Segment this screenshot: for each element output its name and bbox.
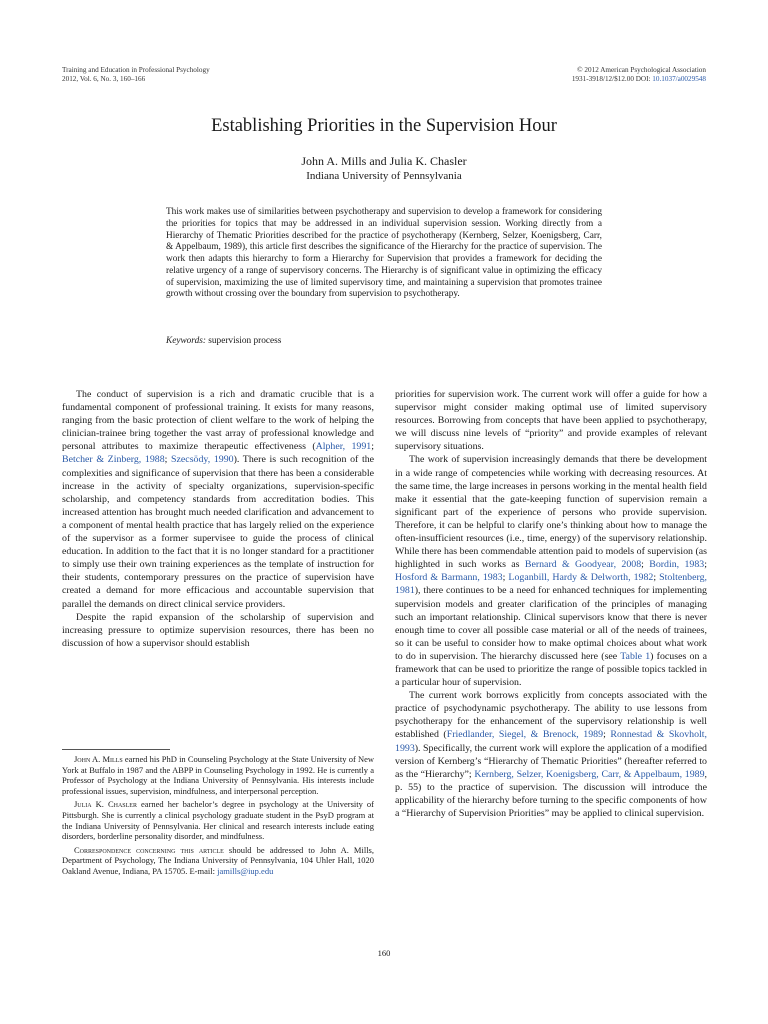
citation-separator: ; (641, 559, 650, 571)
citation-link[interactable]: Betcher & Zinberg, 1988 (62, 454, 165, 466)
paragraph-text: The conduct of supervision is a rich and dramatic crucible that is a fundamental component of professional training. It exists for many reasons, ranging from the basic protection of client welfare to the work of helping the clinician-trainee bring together the vast array of professional knowledge and personal attributes to maximize therapeutic effectiveness ( (62, 389, 374, 453)
author-line: John A. Mills and Julia K. Chasler (301, 154, 467, 168)
correspondence-label: Correspondence concerning this article (74, 844, 224, 855)
citation-link[interactable]: Alpher, 1991 (315, 441, 372, 453)
footnote-divider (62, 749, 170, 750)
paragraph-text: ) focuses on a framework that can be used to prioritize the range of possible topics tackled in a particular hour of supervision. (395, 650, 707, 689)
paragraph-text: , p. 55) to the practice of supervision. The discussion will introduce the applicability of the hierarchy before turning to the specific components of how a “Hierarchy of Supervision Priorities” may be applied to clinical supervision. (395, 768, 707, 819)
email-link[interactable]: jamills@iup.edu (217, 865, 274, 876)
citation-separator: ; (653, 572, 660, 584)
paragraph (395, 689, 707, 820)
page-number: 160 (377, 948, 391, 958)
footnote-chasler (62, 799, 374, 841)
footnote-text: earned his PhD in Counseling Psychology at the State University of New York at Buffalo in 1987 and the ABPP in Counseling Psychology in 1992. He is currently a Professor of Psychology at the Indiana University of Pennsylvania. His interests include professional issues, supervision, mindfulness, and interpersonal perception. (62, 754, 375, 796)
citation-separator: ; (371, 441, 374, 453)
paragraph-text: The current work borrows explicitly from concepts associated with the practice of psychodynamic psychotherapy. The ability to use lessons from psychotherapy for the enhancement of the supervisory relationship is well established ( (395, 690, 707, 741)
doi-link[interactable]: 10.1037/a0029548 (652, 74, 706, 83)
footnote-author-name: John A. Mills (74, 754, 123, 764)
keywords-label: Keywords: (166, 336, 206, 346)
keywords-text: supervision process (208, 336, 282, 346)
citation-link[interactable]: Bernard & Goodyear, 2008 (524, 559, 642, 571)
table-link[interactable]: Table 1 (620, 650, 651, 662)
citation-separator: ; (502, 572, 509, 584)
keywords (166, 336, 602, 346)
running-header-left (62, 66, 210, 83)
citation-link[interactable]: Szecsödy, 1990 (171, 454, 234, 466)
citation-separator: ; (603, 729, 611, 741)
running-header-right (572, 66, 706, 83)
article-title: Establishing Priorities in the Supervision Hour (211, 116, 557, 136)
footnote-mills (62, 754, 374, 796)
paragraph (62, 611, 374, 650)
abstract: This work makes use of similarities between psychotherapy and supervision to develop a framework for considering the priorities for topics that may be addressed in an individual supervision session. Working directly from a Hierarchy of Thematic Priorities described for the practice of psychotherapy (Kernberg, Selzer, Koenigsberg, Carr, & Appelbaum, 1989), this article first describes the significance of the Hierarchy for the practice of supervision. The work then adapts this hierarchy to form a Hierarchy for Supervision that provides a framework for deciding the relative urgency of a range of supervisory concerns. The Hierarchy is of significant value in optimizing the efficacy of supervision, maximizing the use of limited supervisory time, and maintaining a supervision that promotes trainee growth without crossing over the boundary from supervision to psychotherapy. (166, 207, 602, 300)
paragraph (395, 453, 707, 689)
citation-separator: ; (704, 559, 707, 571)
footnote-text: earned her bachelor’s degree in psychology at the University of Pittsburgh. She is currently a clinical psychology graduate student in the PsyD program at the Indiana University of Pennsylvania. Her clinical and research interests include eating disorders, borderline personality disorder, and mindfulness. (62, 799, 375, 842)
paragraph-text: The work of supervision increasingly demands that there be development in a wide range of competencies while working with decreasing resources. At the same time, the large increases in persons working in the mental health field make it essential that the gate-keeping function of supervision remain a significant part of the experience of persons who provide supervision. Therefore, it can be helpful to clarify one’s thinking about how to manage the often-insufficient resources (i.e., time, energy) of the supervisory relationship. While there has been commendable attention paid to models of supervision (as highlighted in such works as (395, 454, 707, 571)
citation-link[interactable]: Friedlander, Siegel, & Brenock, 1989 (446, 729, 604, 741)
citation-link[interactable]: Kernberg, Selzer, Koenigsberg, Carr, & Appelbaum, 1989 (474, 768, 705, 780)
footnote-author-name: Julia K. Chasler (74, 799, 137, 810)
footnotes (62, 754, 374, 880)
paragraph-text: ), there continues to be a need for enhanced techniques for implementing supervision models and greater clarification of the principles of managing such an important relationship. Clinical supervisors know that there is never enough time to cover all possible case material or all of the needs of trainees, so it can be useful to consider how to make optimal choices about what work to do in supervision. The hierarchy discussed here (see (395, 585, 707, 662)
citation-link[interactable]: Ronnestad & Skovholt, 1993 (395, 729, 707, 754)
body-column-left (62, 388, 374, 650)
citation-link[interactable]: Bordin, 1983 (649, 559, 705, 571)
paragraph (62, 388, 374, 611)
citation-link[interactable]: Loganbill, Hardy & Delworth, 1982 (508, 572, 654, 584)
body-column-right (395, 388, 707, 820)
citation-link[interactable]: Hosford & Barmann, 1983 (395, 572, 503, 584)
footnote-text: should be addressed to John A. Mills, Department of Psychology, The Indiana University of Pennsylvania, 104 Uhler Hall, 1020 Oakland Avenue, Indiana, PA 15705. E-mail: (62, 844, 374, 876)
citation-separator: ; (164, 454, 172, 466)
citation-link[interactable]: Stoltenberg, 1981 (395, 572, 707, 597)
footnote-correspondence (62, 845, 374, 877)
issn-text: 1931-3918/12/$12.00 DOI: (571, 74, 653, 83)
paragraph (395, 388, 707, 453)
paragraph-text: ). Specifically, the current work will explore the application of a modified version of Kernberg’s “Hierarchy of Thematic Priorities” (hereafter referred to as the “Hierarchy”; (395, 742, 707, 780)
paragraph-text: priorities for supervision work. The current work will offer a guide for how a supervisor might consider making optimal use of limited supervisory resources. Borrowing from concepts that have been applied to psychotherapy, we will discuss nine levels of “priority” and provide examples of relevant supervisory situations. (395, 389, 707, 453)
affiliation-line: Indiana University of Pennsylvania (306, 170, 462, 182)
journal-name: Training and Education in Professional Psychology (62, 66, 210, 74)
paragraph-text: Despite the rapid expansion of the scholarship of supervision and increasing pressure to optimize supervision resources, there has been no discussion of how a supervisor should establish (62, 611, 374, 649)
copyright-line: © 2012 American Psychological Association (577, 66, 706, 74)
volume-info: 2012, Vol. 6, No. 3, 160–166 (62, 74, 146, 83)
paragraph-text: ). There is such recognition of the complexities and significance of supervision that there has been a considerable increase in the activity of specialty organizations, supervision-specific scholarship, and competency standards from accreditation bodies. This increased attention has brought much needed clarification and advancement to a component of mental health practice that has largely relied on the experience of the supervisor as a former supervisee to guide the process of clinical education. In addition to the fact that it is no longer standard for a practitioner to simply use their own training experiences as the template of instruction for their students, contemporary pressures on the practice of supervision have created a demand for more efficacious and accountable supervision that parallel the demands on direct clinical service providers. (62, 454, 375, 610)
issn-doi-line (572, 75, 706, 84)
